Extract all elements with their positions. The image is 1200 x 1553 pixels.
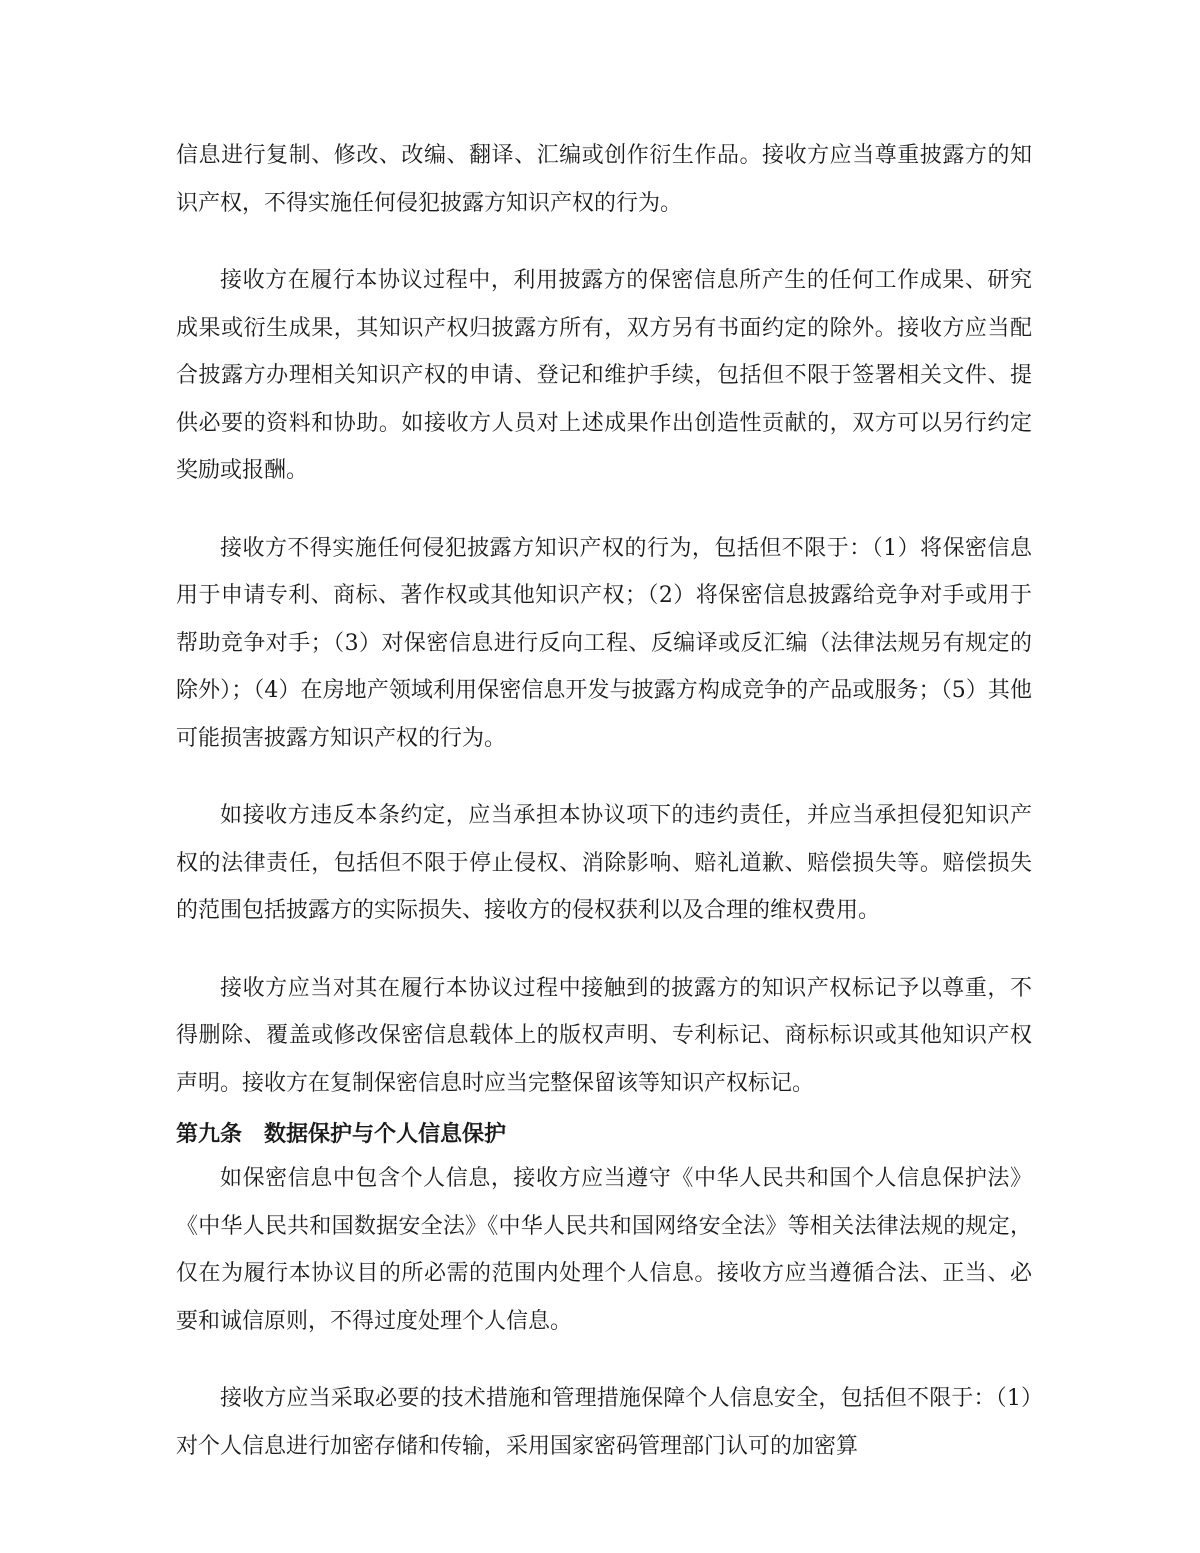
paragraph-ip-respect-continued: 信息进行复制、修改、改编、翻译、汇编或创作衍生作品。接收方应当尊重披露方的知识产权，不得实施任何侵犯披露方知识产权的行为。 [176, 143, 1032, 216]
paragraph-breach-liability: 如接收方违反本条约定，应当承担本协议项下的违约责任，并应当承担侵犯知识产权的法律责任，包括但不限于停止侵权、消除影响、赔礼道歉、赔偿损失等。赔偿损失的范围包括披露方的实际损失、接收方的侵权获利以及合理的维权费用。 [176, 803, 1032, 923]
paragraph-security-measures: 接收方应当采取必要的技术措施和管理措施保障个人信息安全，包括但不限于：（1）对个人信息进行加密存储和传输，采用国家密码管理部门认可的加密算 [176, 1386, 1032, 1459]
paragraph-ip-marks: 接收方应当对其在履行本协议过程中接触到的披露方的知识产权标记予以尊重，不得删除、覆盖或修改保密信息载体上的版权声明、专利标记、商标标识或其他知识产权声明。接收方在复制保密信息时应当完整保留该等知识产权标记。 [176, 975, 1032, 1096]
section-heading-article-9: 第九条 数据保护与个人信息保护 [176, 1122, 507, 1147]
paragraph-ip-infringement-list: 接收方不得实施任何侵犯披露方知识产权的行为，包括但不限于：（1）将保密信息用于申请专利、商标、著作权或其他知识产权；（2）将保密信息披露给竞争对手或用于帮助竞争对手；（3）对保密信息进行反向工程、反编译或反汇编（法律法规另有规定的除外）；（4）在房地产领域利用保密信息开发与披露方构成竞争的产品或服务；（5）其他可能损害披露方知识产权的行为。 [176, 535, 1032, 751]
paragraph-personal-info-compliance: 如保密信息中包含个人信息，接收方应当遵守《中华人民共和国个人信息保护法》《中华人民共和国数据安全法》《中华人民共和国网络安全法》等相关法律法规的规定，仅在为履行本协议目的所必需的范围内处理个人信息。接收方应当遵循合法、正当、必要和诚信原则，不得过度处理个人信息。 [176, 1166, 1032, 1334]
paragraph-ip-ownership: 接收方在履行本协议过程中，利用披露方的保密信息所产生的任何工作成果、研究成果或衍生成果，其知识产权归披露方所有，双方另有书面约定的除外。接收方应当配合披露方办理相关知识产权的申请、登记和维护手续，包括但不限于签署相关文件、提供必要的资料和协助。如接收方人员对上述成果作出创造性贡献的，双方可以另行约定奖励或报酬。 [176, 268, 1032, 483]
document-body [176, 132, 1032, 1500]
